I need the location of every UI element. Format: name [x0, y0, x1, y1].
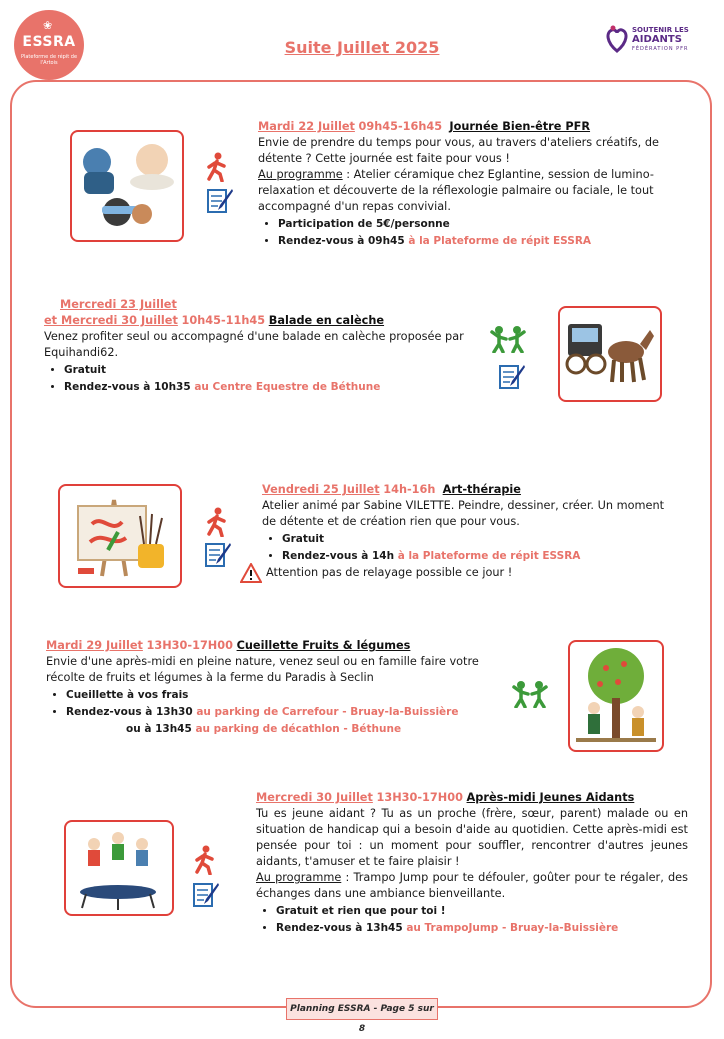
program-label: Au programme: [256, 871, 342, 884]
bullet-price: • Gratuit et rien que pour toi !: [276, 903, 688, 919]
event-time: 14h-16h: [383, 483, 436, 496]
art-illustration: [58, 484, 182, 588]
fruit-tree-illustration: [568, 640, 664, 752]
event-title: Art-thérapie: [442, 483, 521, 496]
registration-form-icon: [204, 540, 232, 568]
walking-person-icon: [192, 845, 218, 875]
page-footer: Planning ESSRA - Page 5 sur 8: [286, 998, 438, 1020]
bullet-meeting: • Rendez-vous à 13h45 au TrampoJump - Bruay-la-Buissière: [276, 920, 688, 936]
walking-person-icon: [204, 507, 230, 537]
registration-form-icon: [498, 362, 526, 390]
bullet-price: • Gratuit: [282, 531, 672, 547]
registration-form-icon: [192, 880, 220, 908]
warning-icon: [240, 563, 262, 583]
bullet-meeting: • Rendez-vous à 14h à la Plateforme de répit ESSRA: [282, 548, 672, 564]
wellness-illustration: [70, 130, 184, 242]
walking-person-icon: [204, 152, 230, 182]
event-description: Atelier animé par Sabine VILETTE. Peindre, dessiner, créer. Un moment de détente et de création rien que pour vous.: [262, 499, 665, 528]
event-description: Venez profiter seul ou accompagné d'une balade en calèche proposée par Equihandi62.: [44, 330, 464, 359]
bullet-meeting: • Rendez-vous à 10h35 au Centre Equestre de Béthune: [64, 379, 464, 395]
bullet-meeting: • Rendez-vous à 09h45 à la Plateforme de répit ESSRA: [278, 233, 678, 249]
warning-text: Attention pas de relayage possible ce jour !: [266, 566, 513, 579]
event-wellness: [258, 119, 678, 250]
event-date-line1: Mercredi 23 Juillet: [60, 298, 177, 311]
event-art: [262, 482, 672, 581]
event-bullets: [258, 216, 678, 249]
program-text: : Trampo Jump pour te défouler, goûter pour te régaler, des échanges dans une ambiance bienveillante.: [256, 871, 689, 900]
event-date: Vendredi 25 Juillet: [262, 483, 380, 496]
event-bullets: [256, 903, 688, 936]
event-description: Tu es jeune aidant ? Tu as un proche (frère, sœur, parent) malade ou en situation de handicap qui a besoin d'aide au quotidien. Cette après-midi est pensée pour toi : un moment pour souffler, rencontrer d'autres jeunes aidants, t'amuser et te faire plaisir !: [256, 807, 688, 868]
event-date-line2: et Mercredi 30 Juillet: [44, 314, 178, 327]
event-title: Après-midi Jeunes Aidants: [466, 791, 635, 804]
alt-meeting-text: ou à 13h45: [126, 723, 196, 735]
event-jeunes-aidants: [256, 790, 688, 937]
event-bullets: [262, 531, 672, 564]
logo-name: ESSRA: [22, 34, 76, 50]
event-title: Balade en calèche: [268, 314, 385, 327]
event-date: Mardi 29 Juillet: [46, 639, 143, 652]
event-date: Mercredi 30 Juillet: [256, 791, 373, 804]
event-bullets: [44, 362, 464, 395]
event-title: Journée Bien-être PFR: [449, 120, 591, 133]
event-time: 09h45-16h45: [358, 120, 443, 133]
flower-icon: ❀: [43, 19, 53, 32]
pfr-line2: AIDANTS: [632, 34, 682, 45]
essra-logo: [14, 10, 84, 80]
event-date: Mardi 22 Juillet: [258, 120, 355, 133]
bullet-price: • Participation de 5€/personne: [278, 216, 678, 232]
registration-form-icon: [206, 186, 234, 214]
program-text: : Atelier céramique chez Eglantine, session de lumino-relaxation et découverte de la réflexologie palmaire ou faciale, le tout accompagné d'un repas convivial.: [258, 168, 654, 213]
carriage-illustration: [558, 306, 662, 402]
pfr-line3: FÉDÉRATION PFR: [632, 46, 689, 52]
page-title: Suite Juillet 2025: [284, 38, 440, 57]
event-bullets: [46, 687, 486, 720]
event-time: 10h45-11h45: [181, 314, 266, 327]
trampoline-illustration: [64, 820, 174, 916]
pfr-logo: [604, 24, 714, 54]
event-caleche: [44, 297, 464, 396]
alt-meeting-location: au parking de décathlon - Béthune: [195, 723, 402, 735]
event-time: 13H30-17H00: [146, 639, 233, 652]
logo-subtitle: Plateforme de répit de l'Artois: [20, 54, 78, 66]
bullet-price: • Cueillette à vos frais: [66, 687, 486, 703]
two-people-icon: [488, 325, 528, 353]
event-description: Envie d'une après-midi en pleine nature, venez seul ou en famille faire votre récolte de fruits et légumes à la ferme du Paradis à Seclin: [46, 655, 479, 684]
bullet-meeting: • Rendez-vous à 13h30 au parking de Carrefour - Bruay-la-Buissière: [66, 704, 486, 720]
event-time: 13H30-17H00: [376, 791, 463, 804]
two-people-icon: [510, 680, 550, 708]
event-description: Envie de prendre du temps pour vous, au travers d'ateliers créatifs, de détente ? Cette journée est faite pour vous !: [258, 136, 659, 165]
pfr-line1: SOUTENIR LES: [632, 26, 689, 34]
bullet-price: • Gratuit: [64, 362, 464, 378]
hearts-logo-icon: [604, 24, 630, 54]
program-label: Au programme: [258, 168, 343, 181]
event-title: Cueillette Fruits & légumes: [236, 639, 411, 652]
event-cueillette: [46, 638, 486, 737]
